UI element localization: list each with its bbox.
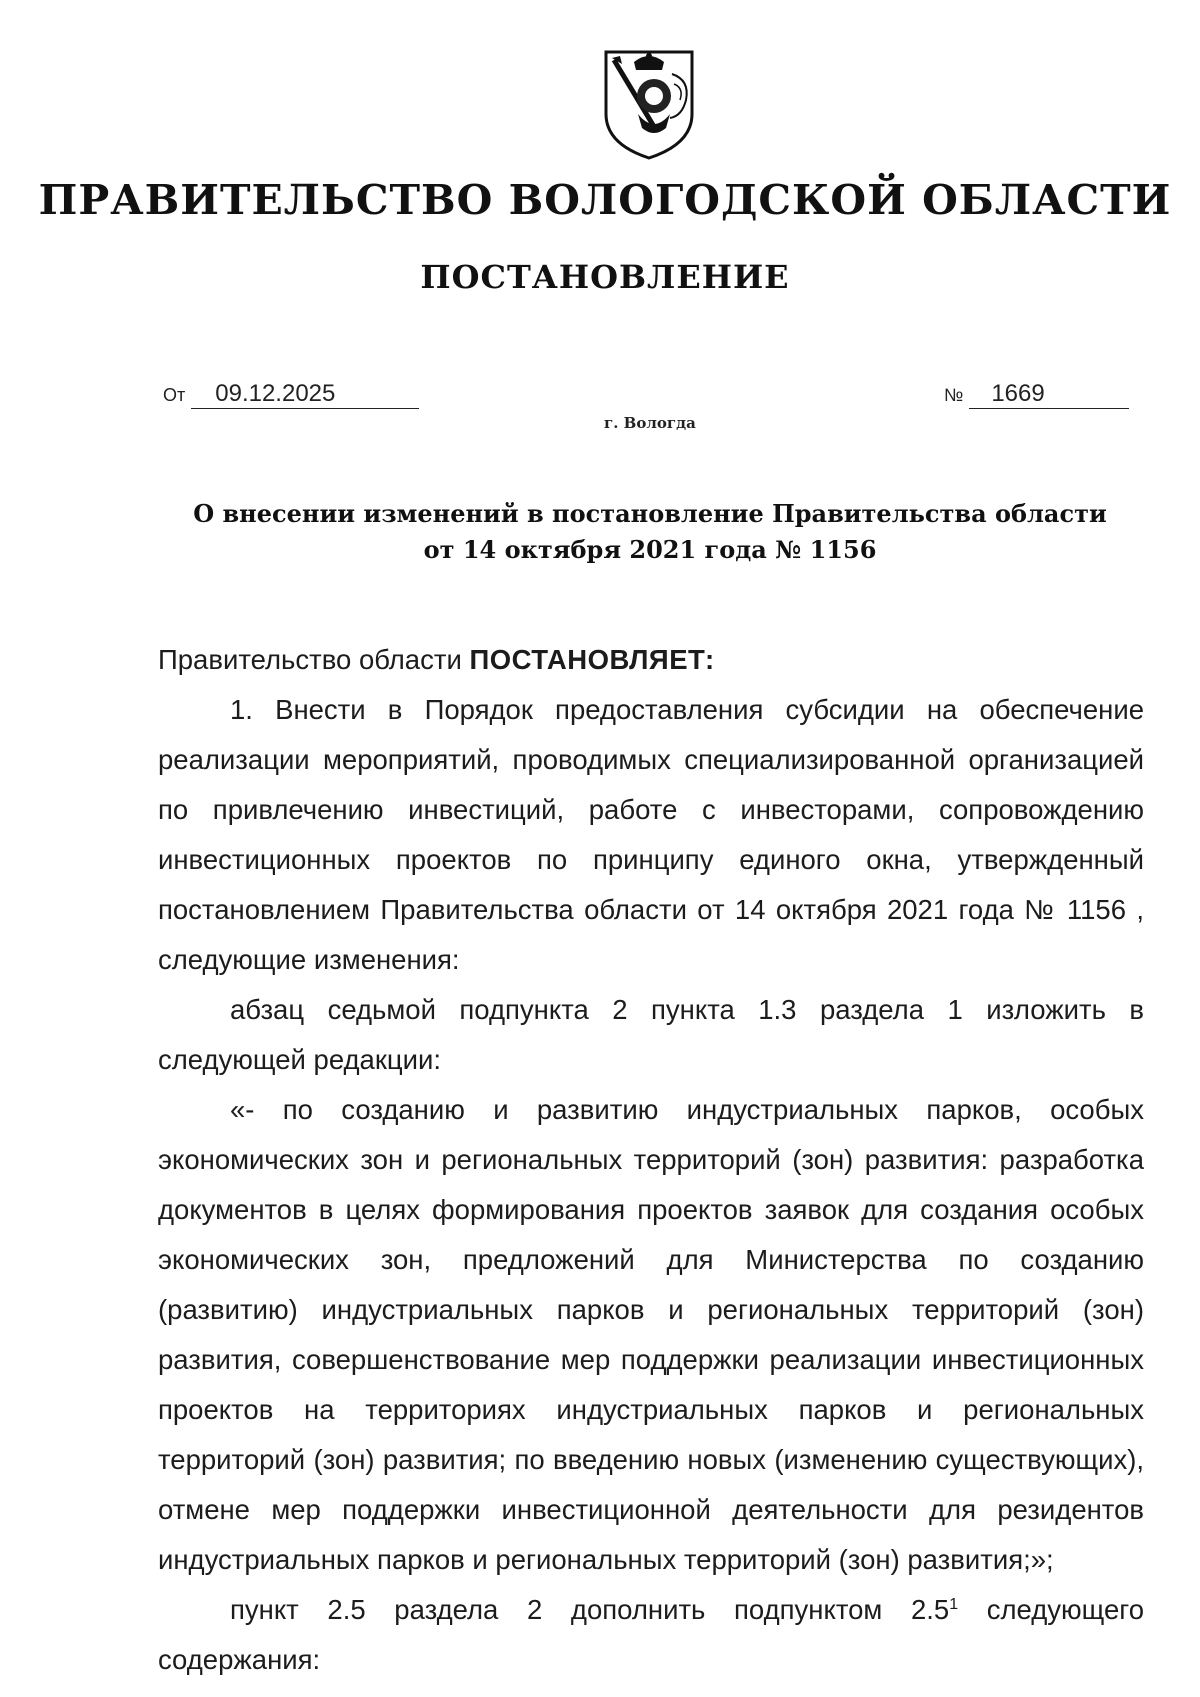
paragraph-item-1: 1. Внести в Порядок предоставления субсидии на обеспечение реализации мероприятий, проводимых специализированной организацией по привлечению инвестиций, работе с инвесторами, сопровождению инвестиционных проектов по принципу единого окна, утвержденный постановлением Правительства области от 14 октября 2021 года № 1156 , следующие изменения: — [158, 694, 1144, 975]
paragraph-quote: «- по созданию и развитию индустриальных парков, особых экономических зон и региональных территорий (зон) развития: разработка документов в целях формирования проектов заявок для создания особых экономических зон, предложений для Министерства по созданию (развитию) индустриальных парков и региональных территорий (зон) развития, совершенствование мер поддержки реализации инвестиционных проектов на территориях индустриальных парков и региональных территорий (зон) развития; по введению новых (изменению существующих), отмене мер поддержки инвестиционной деятельности для резидентов индустриальных парков и региональных территорий (зон) развития;»; — [158, 1094, 1144, 1575]
coat-of-arms-emblem — [600, 44, 698, 162]
date-label: От — [163, 385, 186, 405]
document-subject — [160, 496, 1140, 568]
preamble-decree-word: ПОСТАНОВЛЯЕТ: — [469, 644, 715, 675]
document-body — [158, 635, 1144, 1685]
preamble-text: Правительство области — [158, 644, 470, 675]
document-type-title: ПОСТАНОВЛЕНИЕ — [420, 258, 790, 296]
document-number — [944, 380, 1129, 409]
number-value: 1669 — [969, 380, 1129, 409]
date-value: 09.12.2025 — [191, 380, 419, 409]
city-label: г. Вологда — [604, 414, 696, 432]
number-label: № — [944, 385, 964, 405]
paragraph-last-start: пункт 2.5 раздела 2 дополнить подпунктом 2.5 — [230, 1594, 950, 1625]
preamble — [158, 635, 1144, 685]
paragraph-last — [158, 1585, 1144, 1685]
government-title: ПРАВИТЕЛЬСТВО ВОЛОГОДСКОЙ ОБЛАСТИ — [38, 176, 1172, 224]
subject-line-2: от 14 октября 2021 года № 1156 — [423, 535, 877, 564]
paragraph-last-end: следующего содержания: — [158, 1594, 1144, 1675]
subject-line-1: О внесении изменений в постановление Правительства области — [193, 499, 1107, 528]
superscript-index: 1 — [949, 1595, 959, 1613]
document-date — [163, 380, 419, 409]
paragraph-abzac: абзац седьмой подпункта 2 пункта 1.3 раздела 1 изложить в следующей редакции: — [158, 994, 1144, 1075]
